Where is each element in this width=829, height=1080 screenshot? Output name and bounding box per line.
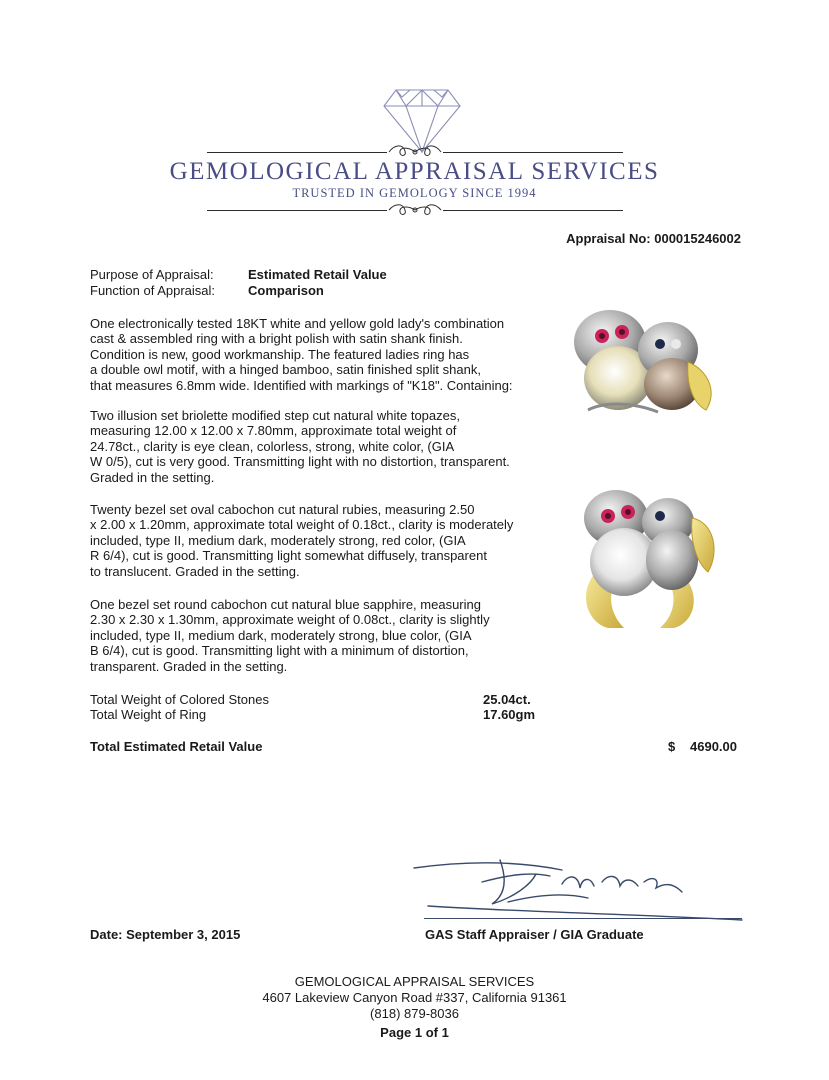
header-rule-top-right — [443, 152, 623, 153]
sapphire-paragraph: One bezel set round cabochon cut natural blue sapphire, measuring 2.30 x 2.30 x 1.30mm, approximate weight of 0.08ct., clarity is slightly included, type II, medium dark, moderately strong, blue color, (GIA B 6/4), cut is good. Transmitting light with a minimum of distortion, transparent. Graded in the setting. — [90, 597, 490, 674]
page-number: Page 1 of 1 — [380, 1025, 449, 1040]
topaz-paragraph: Two illusion set briolette modified step cut natural white topazes, measuring 12.00 x 12.00 x 7.80mm, approximate total weight of 24.78ct., clarity is eye clean, colorless, strong, white color, (GIA W 0/5), cut is very good. Transmitting light with no distortion, transparent. Graded in the setting. — [90, 408, 510, 485]
scroll-ornament-icon — [387, 201, 443, 219]
colored-stones-weight-label: Total Weight of Colored Stones — [90, 692, 269, 707]
signature-title: GAS Staff Appraiser / GIA Graduate — [425, 927, 644, 942]
ring-photo-top — [568, 300, 728, 418]
appraiser-signature — [412, 852, 744, 924]
company-name: GEMOLOGICAL APPRAISAL SERVICES — [169, 158, 660, 185]
company-tagline: TRUSTED IN GEMOLOGY SINCE 1994 — [292, 186, 537, 200]
purpose-label: Purpose of Appraisal: — [90, 267, 214, 282]
function-label: Function of Appraisal: — [90, 283, 216, 298]
footer-address: 4607 Lakeview Canyon Road #337, California 91361 — [262, 990, 567, 1005]
retail-value-label: Total Estimated Retail Value — [90, 739, 263, 754]
ring-weight-value: 17.60gm — [483, 707, 536, 722]
header-rule-top-left — [207, 152, 387, 153]
ruby-paragraph: Twenty bezel set oval cabochon cut natural rubies, measuring 2.50 x 2.00 x 1.20mm, approximate total weight of 0.18ct., clarity is moderately included, type II, medium dark, moderately strong, red color, (GIA R 6/4), cut is good. Transmitting light somewhat diffusely, transparent to translucent. Graded in the setting. — [90, 502, 514, 579]
signature-line — [424, 918, 742, 919]
retail-value-amount: 4690.00 — [690, 739, 737, 754]
footer-company: GEMOLOGICAL APPRAISAL SERVICES — [294, 974, 535, 989]
appraisal-number: Appraisal No: 000015246002 — [566, 231, 741, 246]
header-rule-bottom-right — [443, 210, 623, 211]
function-value: Comparison — [248, 283, 324, 298]
header-rule-bottom-left — [207, 210, 387, 211]
appraisal-date: Date: September 3, 2015 — [90, 927, 241, 942]
description-paragraph: One electronically tested 18KT white and yellow gold lady's combination cast & assembled ring with a bright polish with satin shank finish. Condition is new, good workmanship. The featured ladies ring has a double owl motif, with a hinged bamboo, satin finished split shank, that measures 6.8mm wide. Identified with markings of "K18". Containing: — [90, 316, 513, 393]
ring-photo-angle — [568, 482, 728, 632]
footer-phone: (818) 879-8036 — [370, 1006, 459, 1021]
purpose-value: Estimated Retail Value — [248, 267, 387, 282]
colored-stones-weight-value: 25.04ct. — [483, 692, 531, 707]
ring-weight-label: Total Weight of Ring — [90, 707, 207, 722]
currency-symbol: $ — [668, 739, 676, 754]
